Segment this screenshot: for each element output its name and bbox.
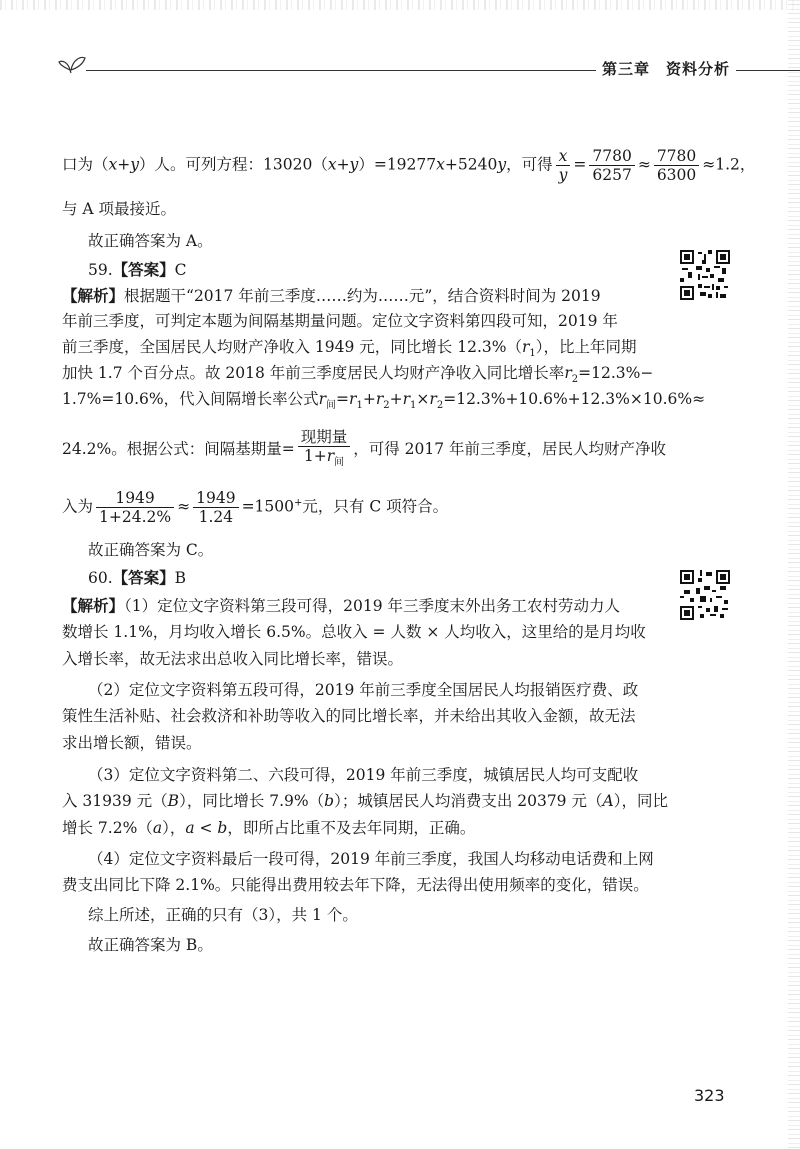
qr-code-icon[interactable]: [680, 250, 730, 300]
fraction-x-over-y: $\frac{x}{y}$: [556, 147, 571, 184]
q60-summary: 综上所述，正确的只有（3），共 1 个。: [88, 906, 358, 924]
q60-line-5: 策性生活补贴、社会救济和补助等收入的同比增长率，并未给出其收入金额，故无法: [62, 707, 636, 725]
fraction-1949-over-124: $\frac{1949}{1.24}$: [193, 489, 238, 526]
q60-line-3: 入增长率，故无法求出总收入同比增长率，错误。: [62, 650, 404, 668]
q60-line-11: 费支出同比下降 2.1%。只能得出费用较去年下降，无法得出使用频率的变化，错误。: [62, 876, 649, 894]
q60-line-9: 增长 7.2%（a），a < b，即所占比重不及去年同期，正确。: [62, 819, 476, 837]
q59-line-7: 入为 $\frac{1949}{1+24.2\%}$ ≈ $\frac{1949}{1.24}$ =1500+元，只有 C 项符合。: [62, 489, 449, 526]
fraction-7780-6300: $\frac{7780}{6300}$: [654, 147, 699, 184]
q60-line-2: 数增长 1.1%，月均收入增长 6.5%。总收入 = 人数 × 人均收入，这里给的是月均收: [62, 623, 646, 641]
page-header: [58, 50, 800, 90]
q60-line-7: （3）定位文字资料第二、六段可得，2019 年前三季度，城镇居民人均可支配收: [88, 766, 639, 784]
q60-answer: 故正确答案为 B。: [88, 936, 213, 954]
q59-line-5: 1.7%=10.6%，代入间隔增长率公式$r_间=r_1+r_2+r_1\times r_2=12.3\%+10.6\%+12.3\%\times 10.6\%\approx$: [62, 390, 706, 412]
fraction-7780-6257: $\frac{7780}{6257}$: [589, 147, 634, 184]
q60-line-8: 入 31939 元（B），同比增长 7.9%（b）；城镇居民人均消费支出 20379 元（A），同比: [62, 792, 668, 810]
q60-line-1: 【解析】（1）定位文字资料第三段可得，2019 年三季度末外出务工农村劳动力人: [62, 597, 621, 615]
fraction-1949-over-1242: $\frac{1949}{1+24.2\%}$: [96, 489, 174, 526]
leaf-ornament-icon: [58, 50, 88, 74]
q60-line-6: 求出增长额，错误。: [62, 734, 202, 752]
q59-line-2: 年前三季度，可判定本题为间隔基期量问题。定位文字资料第四段可知，2019 年: [62, 312, 618, 330]
q59-line-1: 【解析】根据题干“2017 年前三季度……约为……元”，结合资料时间为 2019: [62, 287, 601, 305]
q59-line-4: 加快 1.7 个百分点。故 2018 年前三季度居民人均财产净收入同比增长率$r_2=12.3\%-$: [62, 364, 654, 386]
q59-answer: 故正确答案为 C。: [88, 541, 214, 559]
q60-line-10: （4）定位文字资料最后一段可得，2019 年前三季度，我国人均移动电话费和上网: [88, 850, 654, 868]
q59-line-3: 前三季度，全国居民人均财产净收入 1949 元，同比增长 $12.3\%(r_1)$，比上年同期: [62, 338, 637, 360]
chapter-title: 第三章 资料分析: [596, 58, 736, 79]
scan-noise-top: [0, 0, 800, 10]
scan-noise-right: [788, 0, 800, 1149]
q60-heading: 60.【答案】B: [88, 569, 187, 587]
q58-line-1: 口为（x+y）人。可列方程：13020（x+y）=19277x+5240y，可得 $\frac{x}{y}$ = $\frac{7780}{6257}$ ≈ $\frac{7780}{6300}$ ≈1.2，: [62, 147, 756, 184]
fraction-interval-base: $\frac{\text{现期量}}{1+r_间}$: [298, 428, 351, 472]
q58-answer: 故正确答案为 A。: [88, 232, 213, 250]
header-rule-left: [86, 70, 642, 71]
q59-heading: 59.【答案】C: [88, 261, 187, 279]
q60-line-4: （2）定位文字资料第五段可得，2019 年前三季度全国居民人均报销医疗费、政: [88, 681, 639, 699]
q58-line-2: 与 A 项最接近。: [62, 200, 177, 218]
page-number: 323: [694, 1086, 725, 1105]
q59-line-6: 24.2%。根据公式：间隔基期量= $\frac{\text{现期量}}{1+r_间}$ ，可得 2017 年前三季度，居民人均财产净收: [62, 428, 666, 472]
qr-code-icon[interactable]: [680, 570, 730, 620]
header-rule-right: [734, 70, 800, 71]
